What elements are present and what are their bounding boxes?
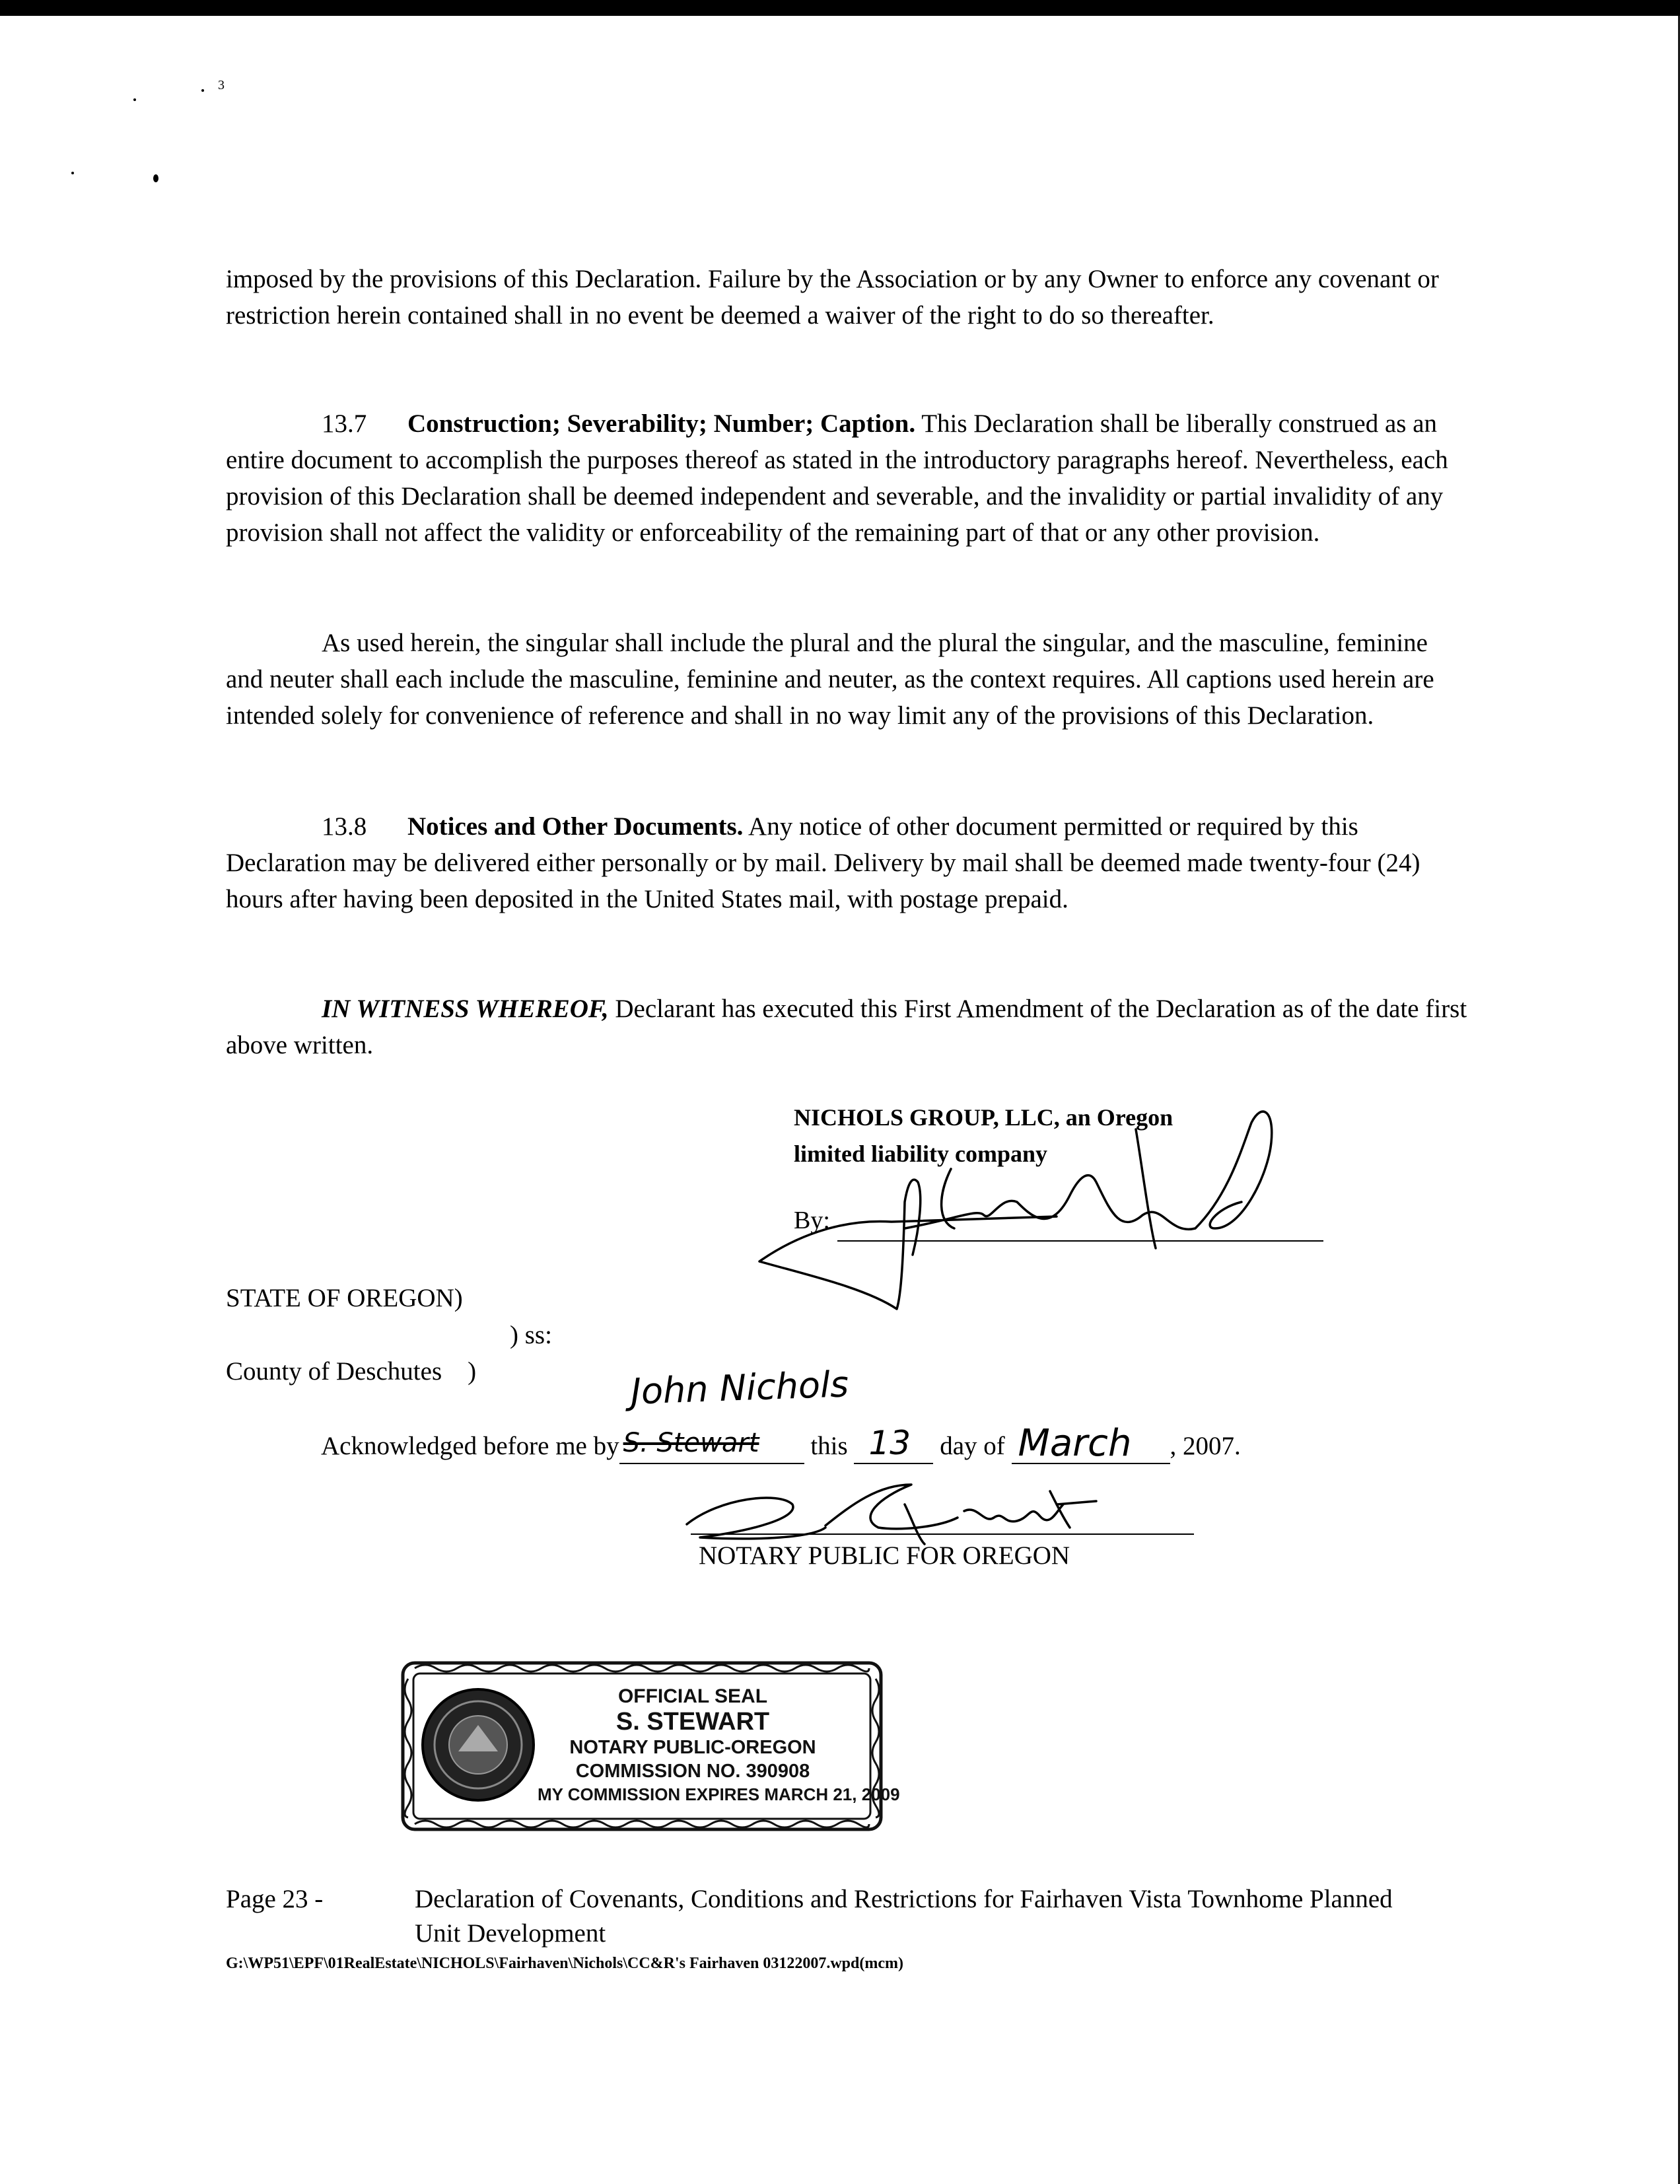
company-name: NICHOLS GROUP, LLC, an Oregon: [794, 1104, 1173, 1131]
venue-ss: ) ss:: [510, 1321, 552, 1349]
ack-name-blank: [619, 1428, 804, 1464]
handwritten-name: John Nichols: [630, 1363, 850, 1413]
section-heading: Construction; Severability; Number; Caption.: [407, 409, 916, 438]
company-type: limited liability company: [794, 1141, 1048, 1167]
file-path: G:\WP51\EPF\01RealEstate\NICHOLS\Fairhaven\Nichols\CC&R's Fairhaven 03122007.wpd(mcm): [226, 1955, 903, 1972]
paragraph-singular-plural: As used herein, the singular shall include the plural and the plural the singular, and the masculine, feminine and neuter shall each include the masculine, feminine and neuter, as the context requires. All captions used herein are intended solely for convenience of reference and shall in no way limit any of the provisions of this Declaration.: [226, 629, 1434, 730]
notary-label: NOTARY PUBLIC FOR OREGON: [699, 1541, 1070, 1570]
section-body: Any notice of other document permitted or required by this Declaration may be delivered either personally or by mail. Delivery by mail shall be deemed made twenty-four (24) hours after having been deposited in the United States mail, with postage prepaid.: [226, 812, 1420, 913]
acknowledgement-line: [321, 1422, 1241, 1465]
ack-month-blank: [1012, 1422, 1170, 1465]
notary-seal-stamp: [399, 1659, 900, 1833]
scan-corner-mark: 3: [218, 78, 225, 92]
notary-signature-rule: [691, 1533, 1194, 1535]
scan-specks: [0, 0, 264, 211]
section-number: 13.7: [322, 409, 367, 438]
section-body: This Declaration shall be liberally construed as an entire document to accomplish the purposes thereof as stated in the introductory paragraphs hereof. Nevertheless, each provision of this Declaration shall be deemed independent and severable, and the invalidity or partial invalidity of any provision shall not affect the validity or enforceability of the remaining part of that or any other provision.: [226, 409, 1448, 547]
seal-title: OFFICIAL SEAL: [617, 1685, 768, 1707]
declarant-signature: [740, 1096, 1334, 1321]
ack-name-handwritten: S. Stewart: [623, 1428, 759, 1458]
seal-notary-name: S. STEWART: [615, 1708, 770, 1736]
section-13-7: [226, 405, 1467, 551]
venue-state: STATE OF OREGON): [226, 1284, 463, 1312]
seal-commission-number: COMMISSION NO. 390908: [575, 1761, 810, 1782]
seal-notary-public: NOTARY PUBLIC-OREGON: [569, 1737, 816, 1758]
ack-year: , 2007.: [1170, 1432, 1241, 1460]
ack-day-blank: [854, 1424, 933, 1464]
ack-day-handwritten: 13: [868, 1424, 911, 1462]
footer-description: Declaration of Covenants, Conditions and Restrictions for Fairhaven Vista Townhome Planned Unit Development: [415, 1885, 1393, 1948]
by-label: By:: [794, 1207, 830, 1234]
ack-day-of: day of: [940, 1432, 1005, 1460]
section-13-8: [226, 808, 1467, 917]
seal-text: [538, 1685, 900, 1806]
section-heading: Notices and Other Documents.: [407, 812, 744, 841]
paragraph-continuation: imposed by the provisions of this Declaration. Failure by the Association or by any Owner to enforce any covenant or restriction herein contained shall in no event be deemed a waiver of the right to do so thereafter.: [226, 265, 1439, 330]
section-number: 13.8: [322, 812, 367, 841]
page-number: Page 23 -: [226, 1885, 324, 1913]
seal-expiration: MY COMMISSION EXPIRES MARCH 21, 2009: [538, 1784, 900, 1804]
witness-paragraph: [226, 991, 1467, 1063]
witness-lead: IN WITNESS WHEREOF,: [322, 995, 609, 1023]
ack-month-handwritten: March: [1018, 1422, 1132, 1465]
ack-this: this: [810, 1432, 848, 1460]
ack-prefix: Acknowledged before me by: [321, 1432, 619, 1460]
witness-body: Declarant has executed this First Amendment of the Declaration as of the date first above written.: [226, 995, 1467, 1059]
venue-county: County of Deschutes ): [226, 1357, 477, 1386]
